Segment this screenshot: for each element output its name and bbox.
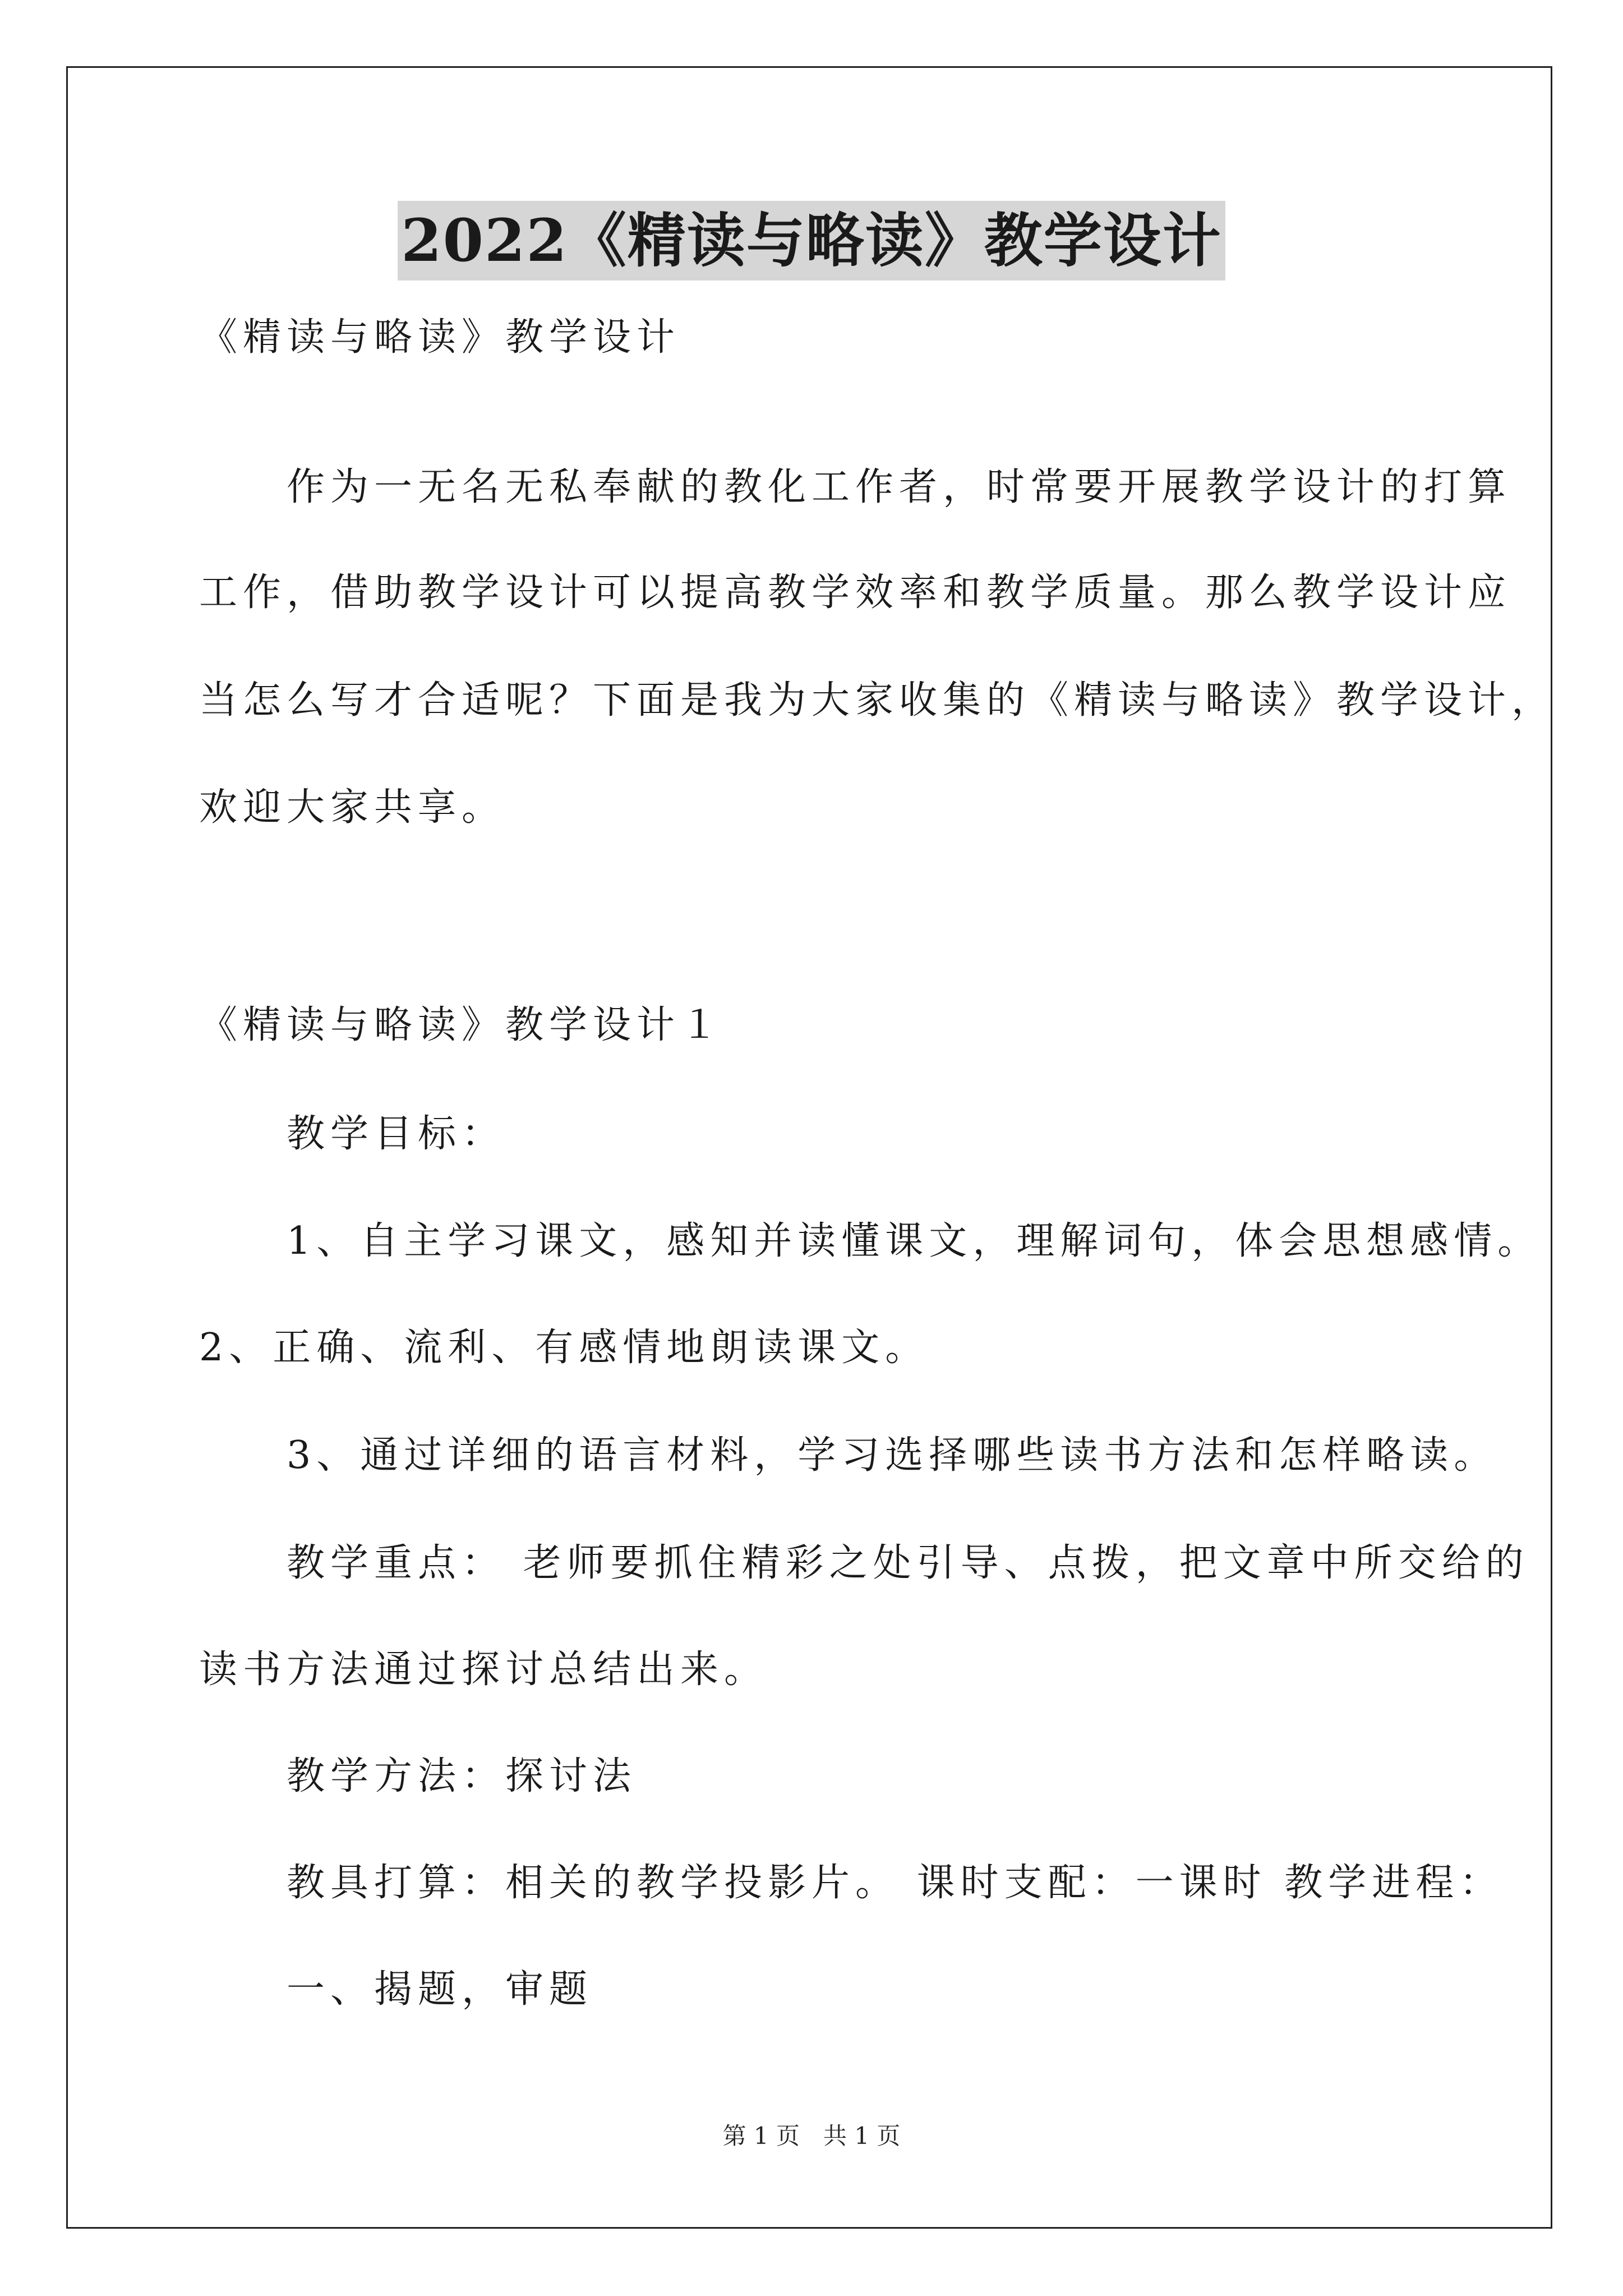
paragraph-subtitle: 《精读与略读》教学设计: [199, 315, 681, 360]
paragraph-line: 作为一无名无私奉献的教化工作者，时常要开展教学设计的打算: [199, 465, 1512, 509]
paragraph-line: 3、通过详细的语言材料，学习选择哪些读书方法和怎样略读。: [199, 1433, 1498, 1478]
paragraph-line: 2、正确、流利、有感情地朗读课文。: [199, 1326, 929, 1370]
paragraph-line: 一、揭题，审题: [199, 1967, 593, 2012]
paragraph-line: 欢迎大家共享。: [199, 785, 506, 830]
paragraph-line: 教学方法：探讨法: [199, 1754, 637, 1798]
paragraph-line: 1、自主学习课文，感知并读懂课文，理解词句，体会思想感情。: [199, 1219, 1542, 1263]
paragraph-line: 当怎么写才合适呢？下面是我为大家收集的《精读与略读》教学设计，: [199, 678, 1556, 723]
paragraph-line: 教学目标：: [199, 1112, 506, 1156]
paragraph-line: 读书方法通过探讨总结出来。: [199, 1648, 768, 1692]
section-heading: 《精读与略读》教学设计１: [199, 1003, 725, 1047]
paragraph-line: 教学重点： 老师要抓住精彩之处引导、点拨，把文章中所交给的: [199, 1541, 1529, 1585]
page-footer: 第 1 页 共 1 页: [722, 2122, 901, 2150]
paragraph-line: 教具打算：相关的教学投影片。 课时支配：一课时 教学进程：: [199, 1861, 1504, 1905]
title-container: [0, 201, 1623, 280]
paragraph-line: 工作，借助教学设计可以提高教学效率和教学质量。那么教学设计应: [199, 570, 1512, 615]
document-title: 2022《精读与略读》教学设计: [398, 201, 1225, 280]
